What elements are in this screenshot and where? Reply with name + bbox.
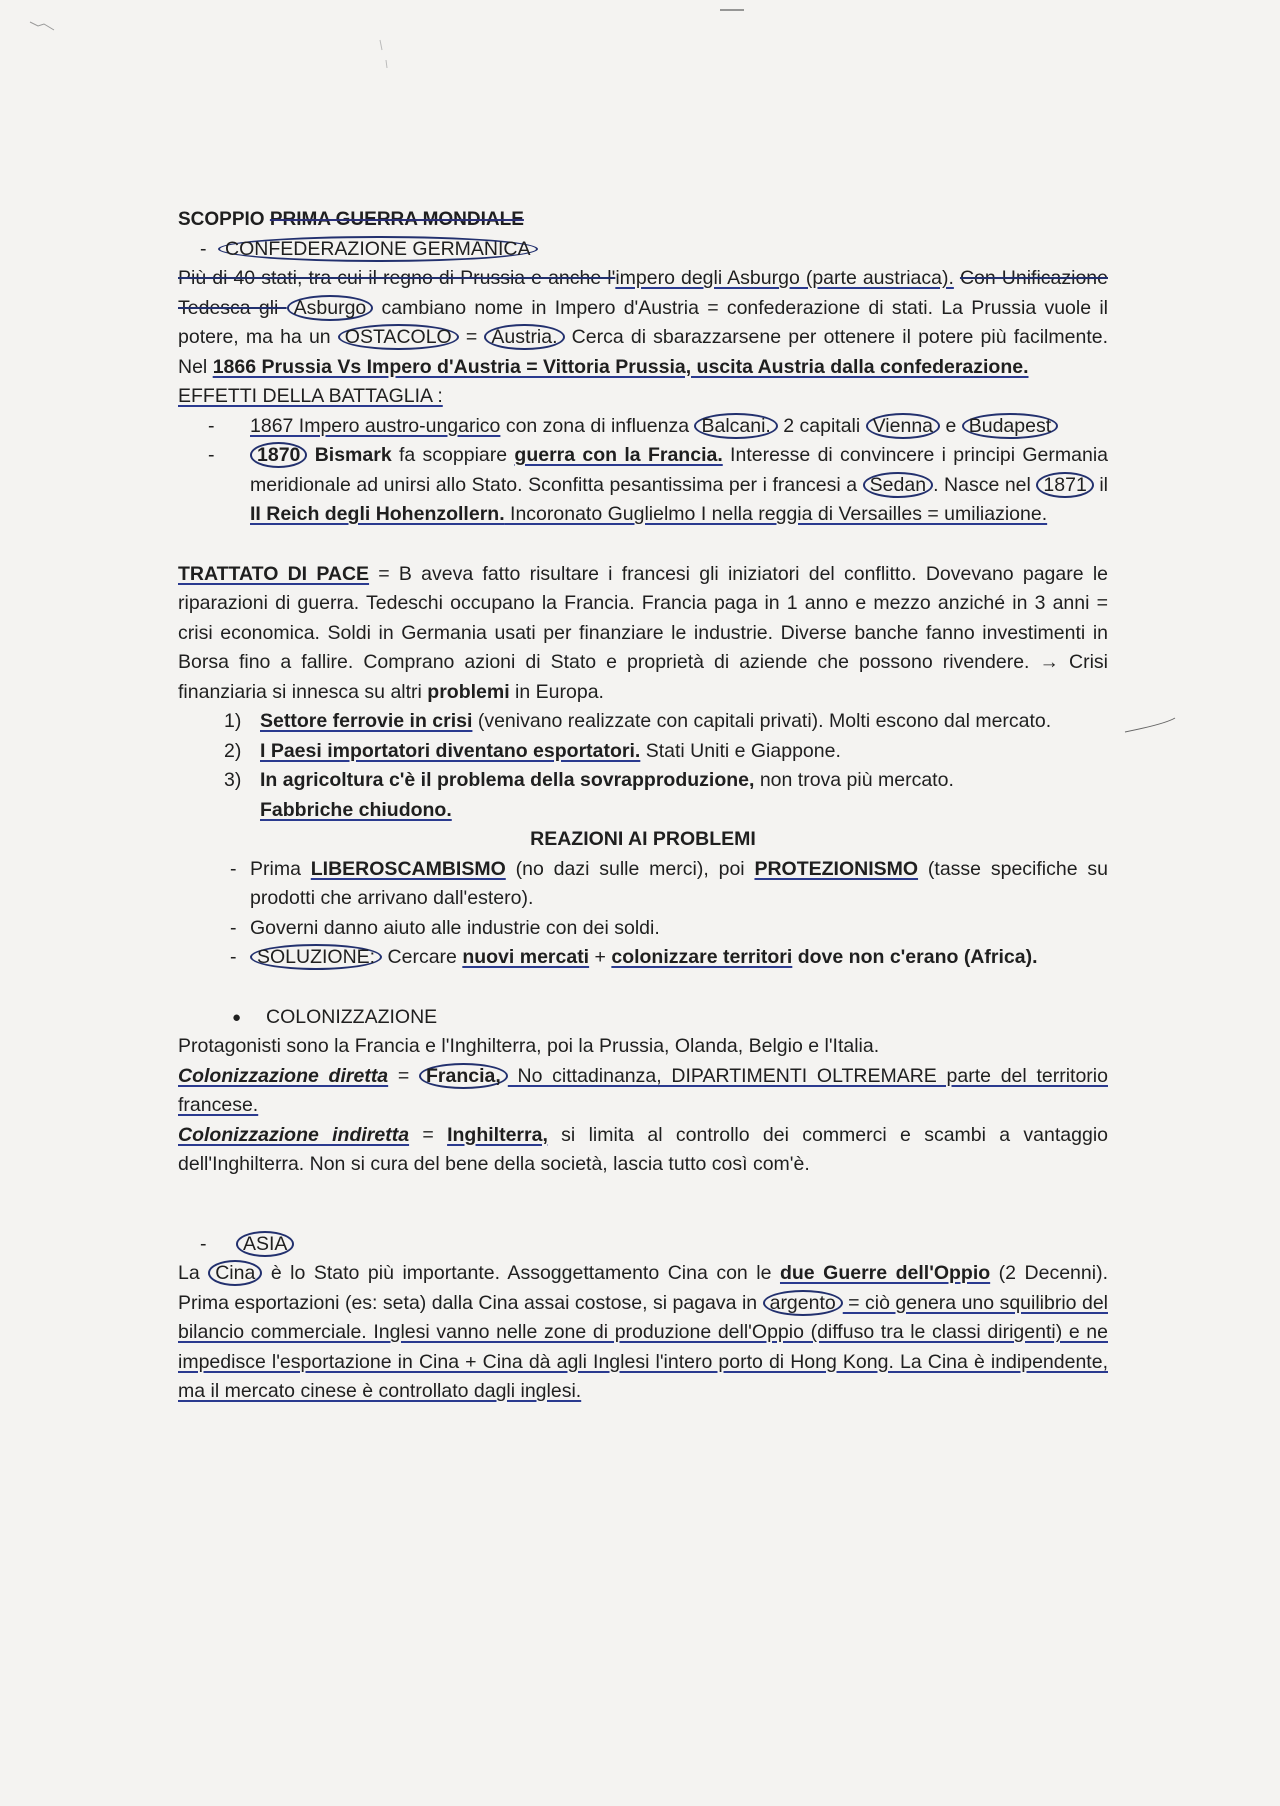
item-number: 3) — [224, 769, 242, 791]
e1-vienna: Vienna — [866, 413, 940, 439]
e1-a: 1867 Impero austro-ungarico — [250, 414, 501, 437]
title-start: SCOPPIO — [178, 209, 270, 230]
item-bold: In agricoltura c'è il problema della sovrapproduzione, — [260, 769, 755, 791]
asia-e: (2 Decenni). Prima esportazioni (es: seta) dalla Cina assai costose, si pagava in — [178, 1262, 1108, 1314]
item-bold-2: Fabbriche chiudono. — [260, 798, 452, 821]
reazione-3 — [178, 943, 1108, 973]
list-item — [178, 766, 1108, 825]
p1-c: Con Unificazione Tedesca gli — [178, 267, 1108, 319]
d2-inghilterra: Inghilterra, — [447, 1123, 548, 1146]
asia-heading — [178, 1230, 1108, 1260]
section-heading-confederazione — [178, 235, 1108, 265]
p1-ostacolo: OSTACOLO — [338, 324, 459, 350]
e2-sedan: Sedan — [863, 472, 933, 498]
heading-circled: CONFEDERAZIONE GERMANICA — [218, 236, 538, 262]
r1-b: LIBEROSCAMBISMO — [310, 857, 506, 880]
d1-d: No cittadinanza, DIPARTIMENTI OLTREMARE parte del territorio francese. — [178, 1064, 1108, 1116]
reazioni-heading: REAZIONI AI PROBLEMI — [530, 828, 756, 850]
page-title — [178, 205, 1108, 235]
effect-1870 — [178, 441, 1108, 530]
e2-1871: 1871 — [1036, 472, 1093, 498]
e2-e: Interesse di convincere i principi Germania meridionale ad unirsi allo Stato. Sconfitta pesantissima per i francesi a — [250, 444, 1109, 496]
scan-speck — [380, 40, 387, 68]
list-item — [178, 707, 1108, 737]
e2-g: . Nasce nel — [933, 473, 1037, 496]
scan-speck — [30, 22, 54, 30]
d2-a: Colonizzazione indiretta — [178, 1123, 410, 1146]
asia-cina: Cina — [208, 1260, 262, 1286]
r3-soluzione: SOLUZIONE: — [250, 944, 382, 970]
e2-d: guerra con la Francia. — [514, 444, 723, 466]
effect-1867 — [178, 412, 1108, 442]
asia-d: due Guerre dell'Oppio — [779, 1262, 991, 1284]
item-text: Stati Uniti e Giappone. — [640, 739, 841, 762]
p1-a: Più di 40 stati, tra cui il regno di Prussia e anche l' — [178, 267, 616, 289]
r3-c: nuovi mercati — [462, 946, 590, 968]
paragraph-asia — [178, 1259, 1108, 1407]
asia-c: è lo Stato più importante. Assoggettamento Cina con le — [262, 1262, 780, 1284]
reazione-1 — [178, 855, 1108, 914]
trattato-heading: TRATTATO DI PACE — [178, 562, 370, 585]
r1-a: Prima — [250, 857, 311, 880]
colonizzazione-heading: ● COLONIZZAZIONE — [178, 1003, 1108, 1033]
effetti-heading: EFFETTI DELLA BATTAGLIA : — [178, 385, 443, 407]
item-bold: I Paesi importatori diventano esportatori. — [260, 739, 641, 762]
r3-d: + — [589, 946, 612, 968]
e1-balcani: Balcani. — [694, 413, 777, 439]
paragraph-confederazione — [178, 264, 1108, 382]
colonizzazione-diretta — [178, 1062, 1108, 1121]
asia-circled: ASIA — [236, 1231, 294, 1257]
e2-i: il — [1093, 473, 1109, 496]
e2-k: Incoronato Guglielmo I nella reggia di Versailles = umiliazione. — [504, 503, 1048, 525]
e1-b: con zona di influenza — [500, 414, 695, 437]
e1-budapest: Budapest — [962, 413, 1058, 439]
r3-b: Cercare — [382, 946, 463, 968]
p1-g: = — [458, 326, 485, 348]
list-item — [178, 737, 1108, 767]
p1-austria: Austria. — [484, 324, 564, 350]
r1-d: PROTEZIONISMO — [754, 857, 919, 880]
d2-d: si limita al controllo dei commerci e scambi a vantaggio dell'Inghilterra. Non si cura del bene della società, lascia tutto così com'è. — [178, 1123, 1108, 1175]
r1-c: (no dazi sulle merci), poi — [505, 857, 755, 880]
paragraph-trattato — [178, 560, 1108, 708]
e2-reich: II Reich degli Hohenzollern. — [250, 503, 505, 525]
d1-a: Colonizzazione diretta — [178, 1064, 389, 1087]
trattato-body: = B aveva fatto risultare i francesi gli iniziatori del conflitto. Dovevano pagare le riparazioni di guerra. Tedeschi occupano la Francia. Francia paga in 1 anno e mezzo anziché in 3 anni = crisi economica. Soldi in Germania usati per finanziare le industrie. Diverse banche fanno investimenti in Borsa fino a fallire. Comprano azioni di Stato e proprietà di aziende che possono rivendere. → Crisi finanziaria si innesca su altri — [178, 562, 1108, 703]
d2-b: = — [409, 1123, 448, 1146]
d1-b: = — [388, 1064, 419, 1087]
p1-b: impero degli Asburgo (parte austriaca). — [615, 267, 954, 289]
colonizzazione-intro: Protagonisti sono la Francia e l'Inghilterra, poi la Prussia, Olanda, Belgio e l'Italia. — [178, 1035, 880, 1057]
item-text: non trova più mercato. — [754, 769, 954, 791]
p1-vittoria: 1866 Prussia Vs Impero d'Austria = Vittoria Prussia, uscita Austria dalla confederazione. — [212, 355, 1029, 378]
e1-f: e — [940, 414, 962, 437]
p1-i: Cerca di sbarazzarsene per ottenere il potere più facilmente. Nel — [178, 326, 1108, 378]
trattato-end: in Europa. — [509, 680, 604, 703]
e2-bismark: Bismark — [307, 444, 392, 466]
p1-asburgo: Asburgo — [287, 295, 374, 321]
r3-e: colonizzare territori — [611, 946, 793, 968]
r1-e: (tasse specifiche su prodotti che arrivano dall'estero). — [250, 857, 1108, 909]
colonizzazione-indiretta — [178, 1121, 1108, 1180]
e1-d: 2 capitali — [777, 414, 866, 437]
item-number: 1) — [224, 710, 242, 732]
d1-francia: Francia, — [419, 1063, 508, 1089]
notes-body — [178, 205, 1108, 1407]
title-struck: PRIMA GUERRA MONDIALE — [269, 209, 524, 230]
e2-1870: 1870 — [250, 442, 307, 468]
item-text: (venivano realizzate con capitali privati). Molti escono dal mercato. — [472, 710, 1052, 732]
asia-a: La — [178, 1262, 209, 1284]
p1-e: cambiano nome in Impero d'Austria = confederazione di stati. La Prussia vuole il potere, ma ha un — [178, 296, 1108, 348]
reazione-2: - Governi danno aiuto alle industrie con dei soldi. — [178, 914, 1108, 944]
item-number: 2) — [224, 739, 242, 762]
asia-argento: argento — [763, 1290, 843, 1316]
margin-mark — [1125, 718, 1175, 732]
trattato-problemi: problemi — [427, 680, 510, 703]
r3-f: dove non c'erano (Africa). — [792, 946, 1038, 968]
e2-c: fa scoppiare — [391, 444, 515, 466]
asia-g: = ciò genera uno squilibrio del bilancio commerciale. Inglesi vanno nelle zone di produzione dell'Oppio (diffuso tra le classi dirigenti) e ne impedisce l'esportazione in Cina + Cina dà agli Inglesi l'intero porto di Hong Kong. La Cina è indipendente, ma il mercato cinese è controllato dagli inglesi. — [178, 1291, 1108, 1402]
item-bold: Settore ferrovie in crisi — [260, 710, 473, 732]
